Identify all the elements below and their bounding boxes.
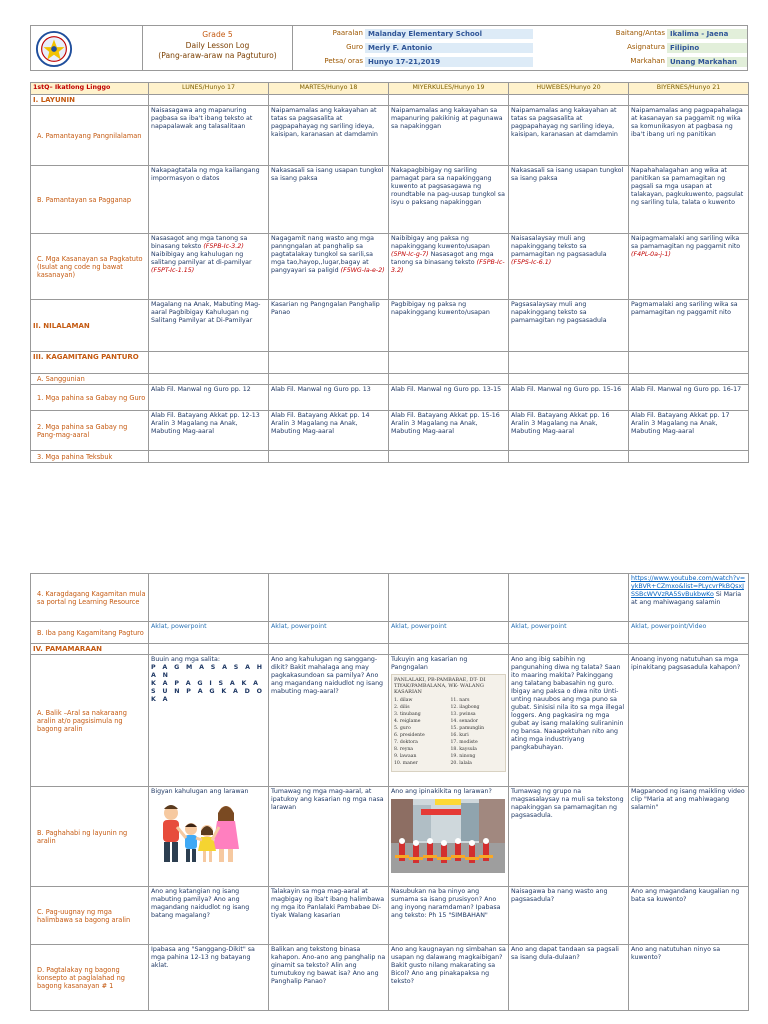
section-pamamaraan: IV. PAMAMARAAN bbox=[31, 644, 149, 655]
table-cell: Aklat, powerpoint/Video bbox=[629, 622, 749, 644]
title-cell bbox=[143, 26, 293, 70]
table-cell: Alab Fil. Batayang Akkat pp. 17 Aralin 3 Magalang na Anak, Mabuting Mag-aaral bbox=[629, 411, 749, 451]
table-row bbox=[31, 166, 749, 234]
table-cell: Nakapagtatala ng mga kailangang impormasyon o datos bbox=[149, 166, 269, 234]
table-cell: Nakasasali sa isang usapan tungkol sa isang paksa bbox=[509, 166, 629, 234]
day-header: BIYERNES/Hunyo 21 bbox=[629, 83, 749, 95]
table-cell: Pagbibigay ng paksa ng napakinggang kuwento/usapan bbox=[389, 300, 509, 352]
dll-table-bottom bbox=[30, 573, 749, 1011]
scrambled-word: P A G M A S A S A H A N bbox=[151, 664, 265, 679]
table-row bbox=[31, 655, 749, 787]
section-row bbox=[31, 374, 749, 385]
table-cell: Ano ang magandang kaugalian ng bata sa kuwento? bbox=[629, 887, 749, 945]
seal-cell bbox=[31, 26, 143, 70]
table-cell: Ano ang dapat tandaan sa pagsali sa isang dula-dulaan? bbox=[509, 945, 629, 1011]
teacher-label: Guro bbox=[346, 43, 363, 51]
table-cell: Naipamamalas ang pagpapahalaga at kasanayan sa paggamit ng wika sa komunikasyon at pagbasa ng iba't ibang uri ng panitikan bbox=[629, 106, 749, 166]
table-cell: Alab Fil. Manwal ng Guro pp. 12 bbox=[149, 385, 269, 411]
worksheet-title: PANLALAKI, PB-PAMBABAE, DT- DI TIYAK/PAMBALANA, WK- WALANG KASARIAN bbox=[394, 677, 486, 695]
week-label: 1stQ– Ikatlong Linggo bbox=[31, 83, 149, 95]
table-cell: Aklat, powerpoint bbox=[509, 622, 629, 644]
scrambled-word: S U N P A G K A D O K A bbox=[151, 688, 265, 703]
row-label: 4. Karagdagang Kagamitan mula sa portal ng Learning Resource bbox=[31, 574, 149, 622]
table-cell: Balikan ang tekstong binasa kahapon. Ano-ano ang panghalip na ginamit sa teksto? Alin ang tumutukoy ng bawat isa? Ano ang Panghalip Panao? bbox=[269, 945, 389, 1011]
table-row bbox=[31, 385, 749, 411]
table-row bbox=[31, 945, 749, 1011]
date-label: Petsa/ oras bbox=[324, 57, 363, 65]
table-row bbox=[31, 622, 749, 644]
table-cell: Tumawag ng mga mag-aaral, at ipatukoy ang kasarian ng mga nasa larawan bbox=[269, 787, 389, 887]
deped-seal-icon bbox=[35, 30, 73, 68]
table-cell: Ipabasa ang "Sanggang-Dikit" sa mga pahina 12-13 ng batayang aklat. bbox=[149, 945, 269, 1011]
quarter-label: Markahan bbox=[630, 57, 665, 65]
teacher-value: Merly F. Antonio bbox=[365, 43, 533, 53]
table-cell: Pagmamalaki ang sariling wika sa pamamagitan ng paggamit nito bbox=[629, 300, 749, 352]
table-cell: Anoang inyong natutuhan sa mga ipinakitang pagsasadula kahapon? bbox=[629, 655, 749, 787]
table-row bbox=[31, 300, 749, 352]
day-header: MARTES/Hunyo 18 bbox=[269, 83, 389, 95]
subsection-sanggunian: A. Sanggunian bbox=[31, 374, 149, 385]
row-label: B. Pamantayan sa Pagganap bbox=[31, 166, 149, 234]
table-cell: Magalang na Anak, Mabuting Mag-aaral Pagbibigay Kahulugan ng Salitang Pamilyar at Di-Pamilyar bbox=[149, 300, 269, 352]
table-cell: Naisasagawa ang mapanuring pagbasa sa iba't ibang teksto at napapalawak ang talasalitaan bbox=[149, 106, 269, 166]
dll-table-top bbox=[30, 82, 749, 463]
table-cell bbox=[149, 655, 269, 787]
table-row bbox=[31, 411, 749, 451]
lr-portal-link[interactable]: https://www.youtube.com/watch?v=ykBVR+CZmxo&list=PLycvrPkBQsxJSSBcWVVzRA5SvBukbwKo bbox=[631, 575, 746, 598]
section-row bbox=[31, 95, 749, 106]
table-cell: Naipamamalas ang kakayahan sa mapanuring pakikinig at pagunawa sa napakinggan bbox=[389, 106, 509, 166]
table-row bbox=[31, 234, 749, 300]
table-cell: Alab Fil. Batayang Akkat pp. 16 Aralin 3 Magalang na Anak, Mabuting Mag-aaral bbox=[509, 411, 629, 451]
table-cell: Kasarian ng Pangngalan Panghalip Panao bbox=[269, 300, 389, 352]
section-row bbox=[31, 644, 749, 655]
table-cell: Tumawag ng grupo na magsasalaysay na muli sa tekstong napakinggan sa pamamagitan ng pagsasadula. bbox=[509, 787, 629, 887]
date-value: Hunyo 17-21,2019 bbox=[365, 57, 533, 67]
table-cell: Alab Fil. Batayang Akkat pp. 15-16 Aralin 3 Magalang na Anak, Mabuting Mag-aaral bbox=[389, 411, 509, 451]
grade-label: Grade 5 bbox=[202, 30, 233, 39]
table-cell: Alab Fil. Batayang Akkat pp. 14 Aralin 3 Magalang na Anak, Mabuting Mag-aaral bbox=[269, 411, 389, 451]
table-cell: Ano ang kaugnayan ng simbahan sa usapan ng dalawang magkaibigan? Bakit gusto nilang makarating sa Bicol? Ano ang pinakapaksa ng teksto? bbox=[389, 945, 509, 1011]
table-cell: Aklat, powerpoint bbox=[149, 622, 269, 644]
grade-section-label: Baitang/Antas bbox=[615, 29, 665, 37]
street-parade-photo-icon bbox=[391, 799, 505, 873]
dll-subtitle: (Pang-araw-araw na Pagtuturo) bbox=[158, 51, 277, 60]
section-row bbox=[31, 352, 749, 374]
table-cell: Naisagawa ba nang wasto ang pagsasadula? bbox=[509, 887, 629, 945]
table-cell: Naipamamalas ang kakayahan at tatas sa pagsasalita at pagpapahayag ng sariling ideya, kaisipan, karanasan at damdamin bbox=[269, 106, 389, 166]
table-cell: Napahahalagahan ang wika at panitikan sa pamamagitan ng pagsali sa mga usapan at talakayan, pagkukuwento, pagsulat ng sariling tula, talata o kuwento bbox=[629, 166, 749, 234]
table-cell: Naipamamalas ang kakayahan at tatas sa pagsasalita at pagpapahayag ng sariling ideya, kaisipan, karanasan at damdamin bbox=[509, 106, 629, 166]
row-label: A. Pamantayang Pangnilalaman bbox=[31, 106, 149, 166]
table-row bbox=[31, 451, 749, 463]
table-cell: Nakapagbibigay ng sariling pamagat para sa napakinggang kuwento at pagsasagawa ng roundtable na pag-uusap tungkol sa isyu o paksang napakinggan bbox=[389, 166, 509, 234]
worksheet-image bbox=[391, 674, 506, 772]
table-cell: Nakasasali sa isang usapan tungkol sa isang paksa bbox=[269, 166, 389, 234]
cell-text: Bigyan kahulugan ang larawan bbox=[151, 788, 249, 795]
table-cell: Aklat, powerpoint bbox=[389, 622, 509, 644]
cell-intro: Tukuyin ang kasarian ng Pangngalan bbox=[391, 656, 468, 671]
table-cell: Alab Fil. Manwal ng Guro pp. 13-15 bbox=[389, 385, 509, 411]
day-header-row bbox=[31, 83, 749, 95]
school-value: Malanday Elementary School bbox=[365, 29, 533, 39]
day-header: LUNES/Hunyo 17 bbox=[149, 83, 269, 95]
table-cell: Aklat, powerpoint bbox=[269, 622, 389, 644]
table-cell: Naipagmamalaki ang sariling wika sa pamamagitan ng paggamit nito (F4PL-0a-j-1) bbox=[629, 234, 749, 300]
table-cell: Ano ang ibig sabihin ng pangunahing diwa ng talata? Saan ito maaring makita? Pakinggang ang talatang babasahin ng guro. Ibigay ang paksa o diwa nito Unti-unting nauubos ang mga puno sa gubat. Sinisisi nila ito sa mga illegal loggers. Ang pagkasira ng mga gubat ay isang malaking suliraninin ng bansa. Naaapektuhan nito ang ating mga industriyang pangkabuhayan. bbox=[509, 655, 629, 787]
table-cell: Alab Fil. Manwal ng Guro pp. 13 bbox=[269, 385, 389, 411]
row-label: 3. Mga pahina Teksbuk bbox=[31, 451, 149, 463]
table-cell: Magpanood ng isang maikling video clip "Maria at ang mahiwagang salamin" bbox=[629, 787, 749, 887]
table-cell: Nasubukan na ba ninyo ang sumama sa isang prusisyon? Ano ang inyong naramdaman? Ipabasa ang teksto: Ph 15 "SIMBAHAN" bbox=[389, 887, 509, 945]
table-row bbox=[31, 106, 749, 166]
cell-intro: Buuin ang mga salita: bbox=[151, 656, 220, 663]
lr-portal-caption: Si Maria at ang mahiwagang salamin bbox=[631, 591, 742, 606]
section-nilalaman: II. NILALAMAN bbox=[31, 300, 149, 352]
table-cell: Pagsasalaysay muli ang napakinggang teksto sa pamamagitan ng pagsasadula bbox=[509, 300, 629, 352]
row-label: B. Paghahabi ng layunin ng aralin bbox=[31, 787, 149, 887]
worksheet-items: 1. dilaw 11. nars 2. dilis 12. ilagbong 3. tinubang 13. pwinsa 4. reiglame 14. senador 5. guro 15. pamunglin 6. presidente 16. kuri 7. doktora 17. modiste 8. reyna 18. kaysula 9. lawaan 19. ninong 10. maner 20. lalala bbox=[394, 698, 485, 766]
table-cell: Alab Fil. Manwal ng Guro pp. 16-17 bbox=[629, 385, 749, 411]
row-label: C. Pag-uugnay ng mga halimbawa sa bagong aralin bbox=[31, 887, 149, 945]
cell-text: Ano ang ipinakikita ng larawan? bbox=[391, 788, 492, 795]
school-label: Paaralan bbox=[332, 29, 363, 37]
row-label: 2. Mga pahina sa Gabay ng Pang-mag-aaral bbox=[31, 411, 149, 451]
dll-title: Daily Lesson Log bbox=[185, 40, 250, 50]
quarter-value: Unang Markahan bbox=[667, 57, 747, 67]
table-cell: Ano ang natutuhan ninyo sa kuwento? bbox=[629, 945, 749, 1011]
row-label: A. Balik –Aral sa nakaraang aralin at/o pagsisimula ng bagong aralin bbox=[31, 655, 149, 787]
table-cell bbox=[149, 787, 269, 887]
section-kagamitan: III. KAGAMITANG PANTURO bbox=[31, 352, 149, 374]
table-cell: Alab Fil. Batayang Akkat pp. 12-13 Aralin 3 Magalang na Anak, Mabuting Mag-aaral bbox=[149, 411, 269, 451]
table-row bbox=[31, 574, 749, 622]
table-cell: Nasasagot ang mga tanong sa binasang teksto (F5PB-Ic-3.2) Naibibigay ang kahulugan ng salitang pamilyar at di-pamilyar (F5PT-Ic-1.15) bbox=[149, 234, 269, 300]
table-cell bbox=[629, 574, 749, 622]
table-cell: Naibibigay ang paksa ng napakinggang kuwento/usapan (5PN-Ic-g-7) Nasasagot ang mga tanong sa binasang teksto (F5PB-Ic-3.2) bbox=[389, 234, 509, 300]
table-cell: Ano ang kahulugan ng sanggang-dikit? Bakit mahalaga ang may pagkakasundoan sa pamilya? Ano ang magandang naidudlot ng isang mabuting mag-aaral? bbox=[269, 655, 389, 787]
table-cell bbox=[389, 787, 509, 887]
scrambled-word: K A P A G I S A K A bbox=[151, 680, 261, 687]
table-cell bbox=[389, 655, 509, 787]
row-label: D. Pagtalakay ng bagong konsepto at paglalahad ng bagong kasanayan # 1 bbox=[31, 945, 149, 1011]
table-cell: Nagagamit nang wasto ang mga panngngalan at panghalip sa pagtatalakay tungkol sa sarili,sa mga tao,hayop,,lugar,bagay at pangyayari sa paligid (F5WG-Ia-e-2) bbox=[269, 234, 389, 300]
table-cell: Ano ang katangian ng isang mabuting pamilya? Ano ang magandang naidudlot ng isang batang magalang? bbox=[149, 887, 269, 945]
dll-header bbox=[30, 25, 748, 71]
table-cell: Alab Fil. Manwal ng Guro pp. 15-16 bbox=[509, 385, 629, 411]
family-illustration-icon bbox=[151, 799, 246, 867]
subject-label: Asignatura bbox=[627, 43, 665, 51]
row-label: B. Iba pang Kagamitang Pagturo bbox=[31, 622, 149, 644]
grade-section-value: Ikalima - Jaena bbox=[667, 29, 747, 39]
table-cell: Naisasalaysay muli ang napakinggang teksto sa pamamagitan ng pagsasadula (F5PS-Ic-6.1) bbox=[509, 234, 629, 300]
section-layunin: I. LAYUNIN bbox=[31, 95, 149, 106]
subject-value: Filipino bbox=[667, 43, 747, 53]
day-header: HUWEBES/Hunyo 20 bbox=[509, 83, 629, 95]
table-cell: Talakayin sa mga mag-aaral at magbigay ng iba't ibang halimbawa ng mga ito Panlalaki Pambabae Di-tiyak Walang kasarian bbox=[269, 887, 389, 945]
table-row bbox=[31, 787, 749, 887]
row-label: 1. Mga pahina sa Gabay ng Guro bbox=[31, 385, 149, 411]
row-label: C. Mga Kasanayan sa Pagkatuto (Isulat ang code ng bawat kasanayan) bbox=[31, 234, 149, 300]
day-header: MIYERKULES/Hunyo 19 bbox=[389, 83, 509, 95]
table-row bbox=[31, 887, 749, 945]
